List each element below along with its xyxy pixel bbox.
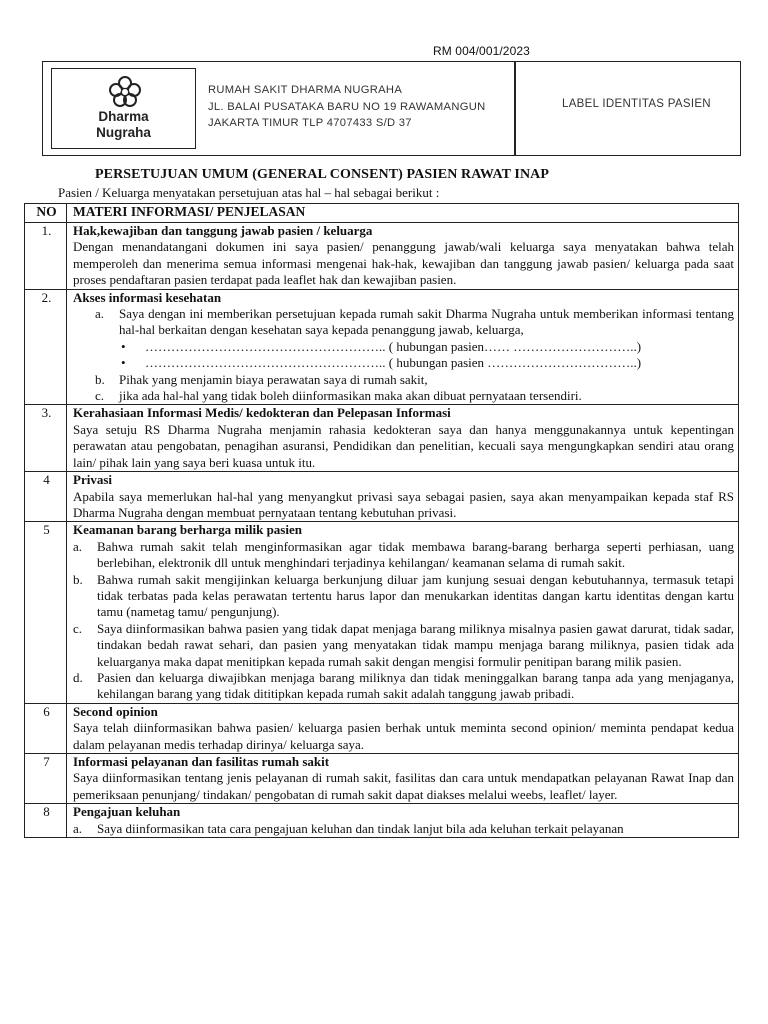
row-number: 8 — [25, 804, 67, 838]
list-item: b. Pihak yang menjamin biaya perawatan saya di rumah sakit, — [95, 371, 428, 387]
table-row — [25, 522, 739, 703]
column-header-materi: MATERI INFORMASI/ PENJELASAN — [67, 204, 739, 223]
fill-in-bullet[interactable]: • ……………………………………………….. ( hubungan pasien ……………………………..) — [121, 355, 642, 371]
logo-wordmark: Dharma Nugraha — [96, 109, 151, 140]
list-item: a. Saya dengan ini memberikan persetujuan kepada rumah sakit Dharma Nugraha untuk memberikan informasi tentang hal-hal berkaitan dengan kesehatan saya kepada penanggung jawab, keluarga, — [95, 306, 734, 338]
header-divider — [514, 62, 516, 155]
document-title: PERSETUJUAN UMUM (GENERAL CONSENT) PASIEN RAWAT INAP — [95, 167, 550, 182]
hospital-city-phone: JAKARTA TIMUR TLP 4707433 S/D 37 — [208, 117, 412, 129]
table-row — [25, 289, 739, 405]
hospital-logo — [51, 68, 196, 149]
hospital-address: JL. BALAI PUSATAKA BARU NO 19 RAWAMANGUN — [208, 100, 486, 113]
list-item: b. Bahwa rumah sakit mengijinkan keluarga berkunjung diluar jam kunjung sesuai dengan kebutuhannya, termasuk tetapi tidak terbatas pada kelas perawatan tertentu harus lapor dan menukarkan identitas dangan kartu identitas dengan kartu tamu (nametag tamu/ pengunjung). — [73, 571, 734, 620]
section-title: Akses informasi kesehatan — [73, 289, 222, 305]
row-number: 2. — [25, 289, 67, 405]
row-number: 5 — [25, 522, 67, 703]
table-row — [25, 472, 739, 522]
table-row — [25, 804, 739, 838]
hospital-name: RUMAH SAKIT DHARMA NUGRAHA — [208, 84, 403, 96]
list-item: c. jika ada hal-hal yang tidak boleh diinformasikan maka akan dibuat pernyataan tersendiri. — [95, 388, 582, 404]
fill-in-bullet[interactable]: • ……………………………………………….. ( hubungan pasien…… ………………………..) — [121, 338, 642, 354]
record-code: RM 004/001/2023 — [433, 44, 530, 58]
row-number: 1. — [25, 223, 67, 290]
list-item: d. Pasien dan keluarga diwajibkan menjaga barang miliknya dan tidak meninggalkan barang tanpa ada yang menjaganya, kehilangan barang yang tidak dititipkan kepada rumah sakit adalah tanggung jawab pribadi. — [73, 669, 734, 702]
section-title: Pengajuan keluhan — [73, 804, 181, 820]
bullet-icon: • — [121, 355, 126, 371]
table-row — [25, 754, 739, 804]
row-number: 4 — [25, 472, 67, 522]
section-title: Second opinion — [73, 703, 158, 719]
flower-logo-icon — [108, 75, 142, 109]
hospital-info — [208, 82, 485, 132]
section-body: Saya telah diinformasikan bahwa pasien/ keluarga pasien berhak untuk meminta second opinion/ meminta pendapat kedua dalam pelayanan medis terhadap dirinya/ keluarga saya. — [73, 720, 734, 752]
section-body: Saya setuju RS Dharma Nugraha menjamin rahasia kedokteran saya dan hanya menggunakannya untuk kepentingan perawatan atau pengobatan, penagihan asuransi, Pendidikan dan penelitian, kecuali saya mengungkapkan sendiri atau orang lain/ pihak lain yang saya beri kuasa untuk itu. — [73, 421, 734, 470]
list-item: a. Saya diinformasikan tata cara pengajuan keluhan dan tindak lanjut bila ada keluhan terkait pelayanan — [73, 820, 624, 836]
section-title: Hak,kewajiban dan tanggung jawab pasien / keluarga — [73, 223, 373, 238]
consent-table — [24, 203, 739, 838]
column-header-no: NO — [25, 204, 67, 223]
table-header-row — [25, 204, 739, 223]
section-title: Privasi — [73, 472, 112, 488]
table-row — [25, 703, 739, 753]
list-item: a. Bahwa rumah sakit telah menginformasikan agar tidak membawa barang-barang berharga seperti perhiasan, uang berlebihan, elektronik dll untuk menghindari terjadinya kehilangan/ keamanan selama di rumah sakit. — [73, 538, 734, 571]
table-row — [25, 223, 739, 290]
row-number: 6 — [25, 703, 67, 753]
document-header — [42, 61, 741, 156]
section-title: Informasi pelayanan dan fasilitas rumah sakit — [73, 754, 330, 769]
patient-label-area: LABEL IDENTITAS PASIEN — [562, 98, 711, 110]
section-body: Saya diinformasikan tentang jenis pelayanan di rumah sakit, fasilitas dan cara untuk mendapatkan pelayanan Rawat Inap dan pemeriksaan penunjang/ tindakan/ pengobatan di rumah sakit dapat diakses melalui weebs, leaflet/ layer. — [73, 770, 734, 802]
bullet-icon: • — [121, 338, 126, 354]
section-title: Kerahasiaan Informasi Medis/ kedokteran dan Pelepasan Informasi — [73, 405, 451, 421]
row-number: 3. — [25, 405, 67, 472]
table-row — [25, 405, 739, 472]
list-item: c. Saya diinformasikan bahwa pasien yang tidak dapat menjaga barang miliknya misalnya pasien gawat darurat, tidak sadar, tindakan bedah rawat sehari, dan pasien yang menyatakan tidak mampu menjaga barang miliknya, pasien tidak ada keluarganya maka dapat menitipkan kepada rumah sakit dengan mengisi formulir penitipan barang milik pasien. — [73, 620, 734, 669]
intro-text: Pasien / Keluarga menyatakan persetujuan atas hal – hal sebagai berikut : — [58, 185, 440, 200]
section-body: Apabila saya memerlukan hal-hal yang menyangkut privasi saya sebagai pasien, saya akan menyampaikan kepada staf RS Dharma Nugraha dengan membuat pernyataan tentang kebutuhan privasi. — [73, 488, 734, 520]
section-body: Dengan menandatangani dokumen ini saya pasien/ penanggung jawab/wali keluarga saya menyatakan bahwa telah memperoleh dan menerima semua informasi mengenai hak-hak, kewajiban dan tanggung jawab pasien/ keluarga pada saat proses pendaftaran pasien terdapat pada leaflet hak dan kewajiban pasien. — [73, 239, 734, 288]
row-number: 7 — [25, 754, 67, 804]
section-title: Keamanan barang berharga milik pasien — [73, 522, 302, 538]
